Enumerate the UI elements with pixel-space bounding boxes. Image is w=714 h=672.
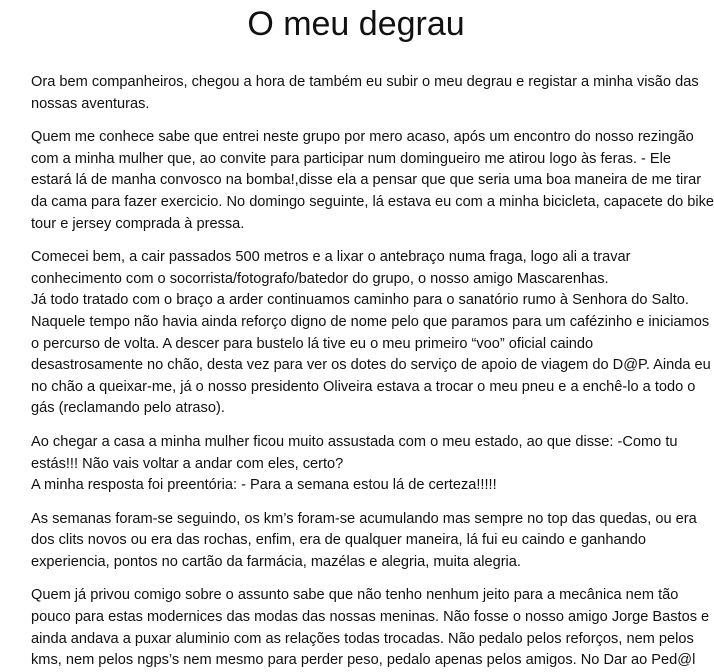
- text-line: experiencia, pontos no cartão da farmácia, mazélas e alegria, muita alegria.: [31, 553, 521, 570]
- text-line: conhecimento com o socorrista/fotografo/batedor do grupo, o nosso amigo Mascarenhas.: [31, 270, 609, 287]
- text-line: Comecei bem, a cair passados 500 metros e a lixar o antebraço numa fraga, logo ali a travar: [31, 249, 631, 266]
- document-title: O meu degrau: [247, 5, 465, 43]
- text-line: da cama para fazer exercicio. No domingo seguinte, lá estava eu com a minha bicicleta, capacete do bike: [31, 193, 714, 210]
- text-line: Ao chegar a casa a minha mulher ficou muito assustada com o meu estado, ao que disse: -Como tu: [31, 433, 678, 450]
- document-body: [31, 72, 714, 672]
- text-line: no chão a queixar-me, já o nosso presidento Oliveira estava a trocar o meu pneu e a enchê-lo a todo o: [31, 378, 696, 395]
- text-line: pouco para estas modernices das modas das nossas meninas. Não fosse o nosso amigo Jorge Bastos e: [31, 609, 710, 626]
- text-line: nossas aventuras.: [31, 95, 150, 112]
- text-line: tour e jersey comprada à pressa.: [31, 215, 245, 232]
- text-line: ainda andava a puxar aluminio com as relações todas trocadas. Não pedalo pelos reforços, nem pelos: [31, 630, 694, 647]
- text-line: dos clits novos ou era das rochas, enfim, era de qualquer maneira, lá fui eu caindo e ganhando: [31, 532, 646, 549]
- text-line: Quem me conhece sabe que entrei neste grupo por mero acaso, após um encontro do nosso rezingão: [31, 129, 694, 146]
- text-line: A minha resposta foi preentória: - Para a semana estou lá de certeza!!!!!: [31, 477, 497, 494]
- text-line: Ora bem companheiros, chegou a hora de também eu subir o meu degrau e registar a minha visão das: [31, 74, 699, 90]
- paragraph: [31, 585, 710, 671]
- text-line: As semanas foram-se seguindo, os km’s foram-se acumulando mas sempre no top das quedas, ou era: [31, 510, 697, 527]
- text-line: Quem já privou comigo sobre o assunto sabe que não tenho nenhum jeito para a mecânica nem tão: [31, 587, 679, 604]
- text-line: estás!!! Não vais voltar a andar com eles, certo?: [31, 455, 344, 472]
- paragraph: [31, 432, 704, 497]
- paragraph: [31, 509, 704, 574]
- text-line: kms, nem pelos ngps’s nem mesmo para perder peso, pedalo apenas pelos amigos. No Dar ao Ped@l: [31, 652, 696, 669]
- text-line: desastrosamente no chão, desta vez para ver os dotes do serviço de apoio de viagem do D@P. Ainda eu: [31, 357, 711, 374]
- text-line: Naquele tempo não havia ainda reforço digno de nome pelo que paramos para um cafézinho e iniciamos: [31, 313, 710, 330]
- text-line: estará lá de manha convosco na bomba!,disse ela a pensar que que seria uma boa maneira de me tirar: [31, 172, 702, 189]
- paragraph: [31, 72, 704, 115]
- text-line: gás (reclamando pelo atraso).: [31, 400, 225, 417]
- paragraph: [31, 127, 714, 235]
- text-line: com a minha mulher que, ao convite para participar num domingueiro me atirou logo às feras. - Ele: [31, 150, 672, 167]
- text-line: o percurso de volta. A descer para bustelo lá tive eu o meu primeiro “voo” oficial caindo: [31, 335, 594, 352]
- paragraph: [31, 247, 711, 420]
- text-line: Já todo tratado com o braço a arder continuamos caminho para o sanatório rumo à Senhora do Salto.: [31, 292, 689, 309]
